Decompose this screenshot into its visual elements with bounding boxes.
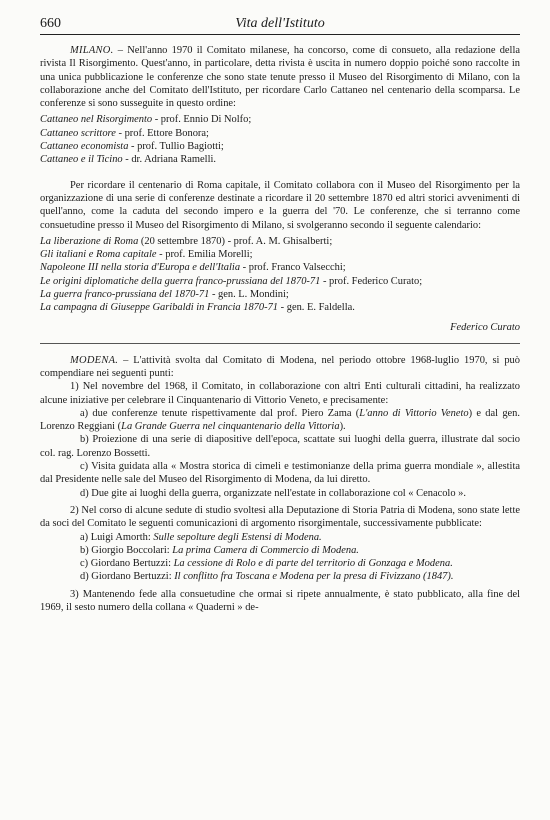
milano-city-heading: MILANO. <box>70 45 114 56</box>
list-item: Cattaneo scrittore - prof. Ettore Bonora; <box>40 127 209 139</box>
modena-point-2a: a) Luigi Amorth: Sulle sepolture degli Estensi di Modena. <box>80 531 322 543</box>
milano-intro-text: – Nell'anno 1970 il Comitato milanese, ha concorso, come di consueto, alla redazione della rivista Il Risorgimento. Quest'anno, in particolare, detta rivista è uscita in numero doppio poiché sono raccolte in una unica pubblicazione le conferenze che sono state tenute presso il Museo del Risorgimento di Milano, con la collaborazione anche del Comitato dell'Istituto, per ricordare Carlo Cattaneo nel centenario della scomparsa. Le conferenze si sono susseguite in questo ordine: <box>40 45 520 110</box>
list-item: Cattaneo economista - prof. Tullio Bagiotti; <box>40 141 224 153</box>
page-number: 660 <box>40 16 61 31</box>
list-item: Cattaneo e il Ticino - dr. Adriana Ramelli. <box>40 154 216 166</box>
list-item: Gli italiani e Roma capitale - prof. Emilia Morelli; <box>40 249 253 261</box>
modena-point-2b: b) Giorgio Boccolari: La prima Camera di Commercio di Modena. <box>80 544 359 556</box>
signature: Federico Curato <box>450 321 520 333</box>
modena-point-1: 1) Nel novembre del 1968, il Comitato, in collaborazione con altri Enti culturali cittadini, ha realizzato alcune iniziative per celebrare il Cinquantenario di Vittorio Veneto, e precisamente: <box>40 381 520 406</box>
modena-point-2d: d) Giordano Bertuzzi: Il conflitto fra Toscana e Modena per la presa di Fivizzano (1847). <box>80 571 454 583</box>
running-title: Vita dell'Istituto <box>235 16 325 31</box>
list-item: Le origini diplomatiche della guerra franco-prussiana del 1870-71 - prof. Federico Curato; <box>40 275 423 287</box>
modena-intro-paragraph <box>40 354 520 381</box>
list-item: La liberazione di Roma (20 settembre 1870) - prof. A. M. Ghisalberti; <box>40 235 333 247</box>
section-divider <box>40 343 520 344</box>
cattaneo-conference-list <box>40 113 520 166</box>
modena-point-2c: c) Giordano Bertuzzi: La cessione di Rolo e di parte del territorio di Gonzaga e Modena. <box>80 558 453 570</box>
list-item: La campagna di Giuseppe Garibaldi in Francia 1870-71 - gen. E. Faldella. <box>40 302 355 314</box>
modena-intro-text: – L'attività svolta dal Comitato di Modena, nel periodo ottobre 1968-luglio 1970, si può compendiare nei seguenti punti: <box>40 354 520 379</box>
list-item: Cattaneo nel Risorgimento - prof. Ennio Di Nolfo; <box>40 114 252 126</box>
milano-intro-paragraph <box>40 44 520 110</box>
modena-point-2: 2) Nel corso di alcune sedute di studio svoltesi alla Deputazione di Storia Patria di Modena, sono state lette da soci del Comitato le seguenti comunicazioni di argomento risorgimentale, successivamente pubblicate: <box>40 504 520 530</box>
modena-point-1a: a) due conferenze tenute rispettivamente dal prof. Piero Zama (L'anno di Vittorio Veneto) e dal gen. Lorenzo Reggiani (La Grande Guerra nel cinquantenario della Vittoria). <box>40 407 520 433</box>
running-header <box>40 14 520 35</box>
modena-point-3: 3) Mantenendo fede alla consuetudine che ormai si ripete annualmente, è stato pubblicato, alla fine del 1969, il sesto numero della collana « Quaderni » de- <box>40 588 520 613</box>
modena-point-1b: b) Proiezione di una serie di diapositive dell'epoca, scattate sui luoghi della guerra, illustrate dal socio col. rag. Lorenzo Bossetti. <box>40 434 520 459</box>
rome-conference-list <box>40 235 520 315</box>
rome-intro-paragraph: Per ricordare il centenario di Roma capitale, il Comitato collabora con il Museo del Risorgimento per la organizzazione di una serie di conferenze destinate a ricordare il 20 settembre 1870 ed altri storici avvenimenti di quell'anno, come la caduta del secondo impero e la guerra del '70. Le conferenze, che si terranno come consuetudine presso il Museo del Risorgimento di Milano, si svolgeranno secondo il seguente calendario: <box>40 179 520 231</box>
list-item: Napoleone III nella storia d'Europa e dell'Italia - prof. Franco Valsecchi; <box>40 262 346 274</box>
list-item: La guerra franco-prussiana del 1870-71 - gen. L. Mondini; <box>40 289 289 301</box>
modena-point-1d: d) Due gite ai luoghi della guerra, organizzate nell'estate in collaborazione col « Cenacolo ». <box>80 487 466 499</box>
modena-city-heading: MODENA. <box>70 354 119 366</box>
modena-point-1c: c) Visita guidata alla « Mostra storica di cimeli e testimonianze della prima guerra mondiale », allestita dal Presidente nelle sale del Museo del Risorgimento di Modena, da lui diretto. <box>40 461 520 486</box>
